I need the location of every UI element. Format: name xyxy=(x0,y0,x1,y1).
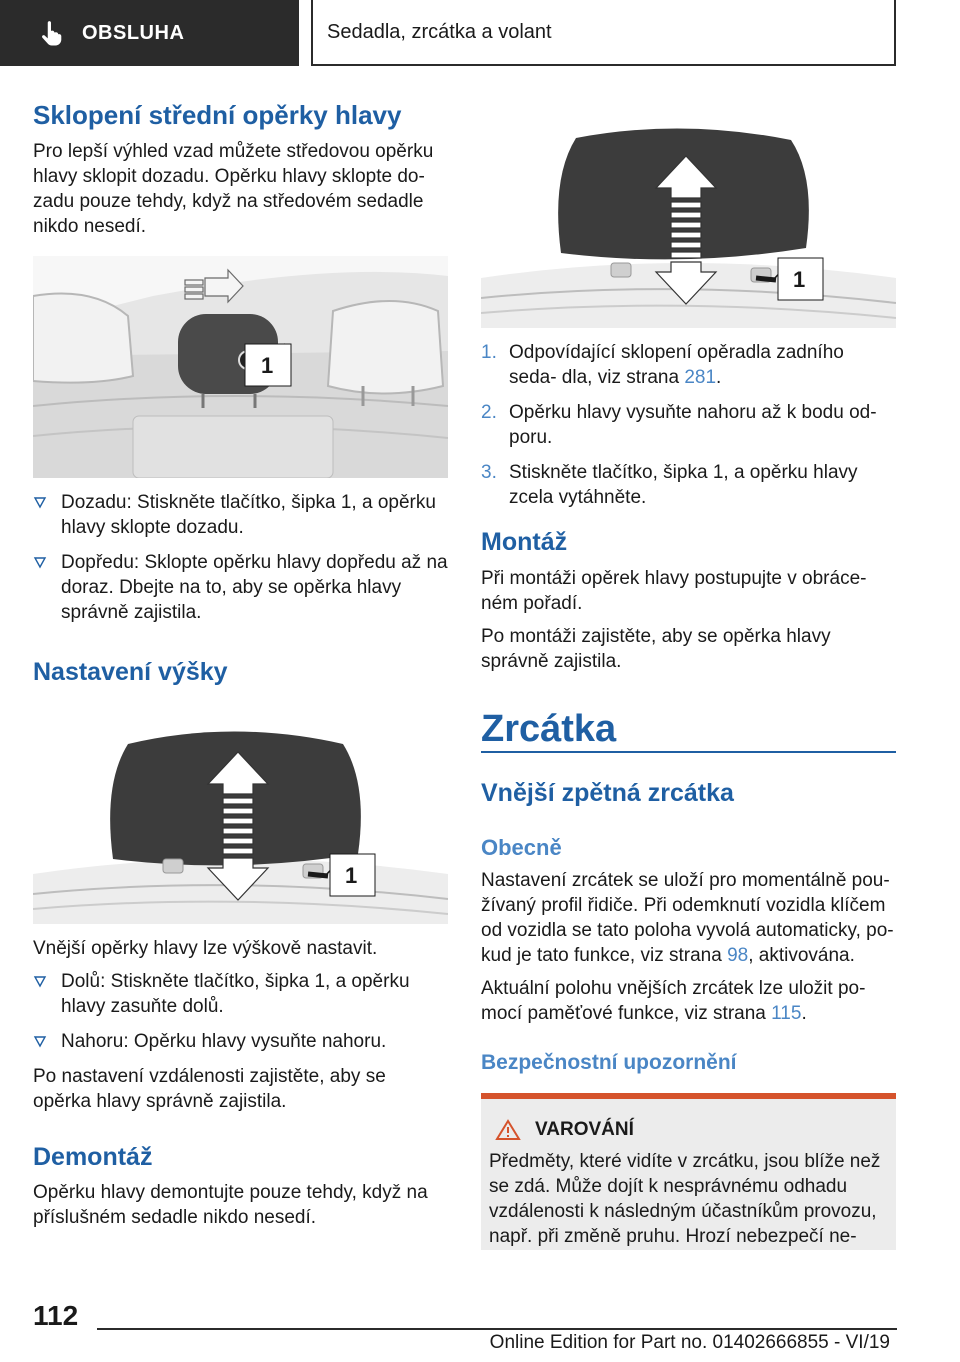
heading-height-adjust: Nastavení výšky xyxy=(33,658,228,686)
figure-headrest-removal xyxy=(481,128,896,328)
list-item xyxy=(33,1029,448,1054)
figure-rear-seats xyxy=(33,256,448,478)
figure-1-callout: 1 xyxy=(261,353,274,378)
paragraph-installation-2: Po montáži zajistěte, aby se opěrka hlavy správně zajistila. xyxy=(481,626,831,672)
step-text: Stiskněte tlačítko, šipka 1, a opěrku hlavy zcela vytáhněte. xyxy=(509,462,858,508)
bullet-text: Dopředu: Sklopte opěrku hlavy dopředu až na doraz. Dbejte na to, aby se opěrka hlavy správně zajistila. xyxy=(61,552,448,623)
step-number: 1. xyxy=(481,342,497,363)
list-item xyxy=(481,460,896,510)
page-link-98[interactable]: 98 xyxy=(727,945,749,966)
installation-text xyxy=(481,566,896,674)
heading-center-headrest: Sklopení střední opěrky hlavy xyxy=(33,100,402,130)
chapter-title: Sedadla, zrcátka a volant xyxy=(311,0,896,66)
heading-rule xyxy=(481,751,896,753)
list-item xyxy=(33,550,448,625)
figure-headrest-height xyxy=(33,724,448,924)
chapter-heading-mirrors: Zrcátka xyxy=(481,708,617,750)
paragraph-general-1 xyxy=(481,868,896,968)
triangle-bullet-icon xyxy=(33,495,47,509)
warning-box xyxy=(481,1093,896,1250)
bullet-text: Dolů: Stiskněte tlačítko, šipka 1, a opěrku hlavy zasuňte dolů. xyxy=(61,971,410,1017)
paragraph-installation-1: Při montáži opěrek hlavy postupujte v obráce‐ ném pořadí. xyxy=(481,568,867,614)
triangle-bullet-icon xyxy=(33,974,47,988)
heading-removal: Demontáž xyxy=(33,1143,153,1171)
step-text: Opěrku hlavy vysuňte nahoru až k bodu od‐ poru. xyxy=(509,402,877,448)
triangle-bullet-icon xyxy=(33,1034,47,1048)
hand-pointer-icon xyxy=(38,20,64,46)
paragraph-height: Vnější opěrky hlavy lze výškově nastavit. xyxy=(33,938,378,959)
page-link-281[interactable]: 281 xyxy=(684,367,717,388)
paragraph-removal: Opěrku hlavy demontujte pouze tehdy, když na příslušném sedadle nikdo nesedí. xyxy=(33,1182,428,1228)
heading-safety: Bezpečnostní upozornění xyxy=(481,1051,737,1074)
right-steps xyxy=(481,340,896,520)
paragraph-center-headrest: Pro lepší výhled vzad můžete středovou opěrku hlavy sklopit dozadu. Opěrku hlavy sklopte do‐ zadu pouze tehdy, když na středovém sedadle nikdo nesedí. xyxy=(33,141,434,237)
list-item xyxy=(33,969,448,1019)
text-run: Nastavení zrcátek se uloží pro momentálně pou‐ žívaný profil řidiče. Při odemknutí vozidla klíčem od vozidla se tato poloha vyvolá automaticky, po‐ kud je tato funkce, viz strana xyxy=(481,870,894,966)
warning-text: Předměty, které vidíte v zrcátku, jsou blíže než se zdá. Může dojít k nesprávnému odhadu vzdálenosti k následným účastníkům provozu, např. při změně pruhu. Hrozí nebezpečí ne‐ xyxy=(489,1151,881,1247)
text-run: , aktivována. xyxy=(748,945,855,966)
left-bullets-1 xyxy=(33,490,448,635)
figure-3-callout: 1 xyxy=(793,267,806,292)
heading-installation: Montáž xyxy=(481,528,568,556)
warning-title: VAROVÁNÍ xyxy=(535,1119,634,1140)
section-tab xyxy=(0,0,299,66)
footer-edition: Online Edition for Part no. 01402666855 - VI/19 xyxy=(489,1332,890,1353)
heading-outside-mirrors: Vnější zpětná zrcátka xyxy=(481,779,734,807)
footer-rule xyxy=(97,1328,897,1330)
step-number: 2. xyxy=(481,402,497,423)
section-label: OBSLUHA xyxy=(82,21,185,44)
text-run: . xyxy=(801,1003,807,1024)
list-item xyxy=(481,400,896,450)
triangle-bullet-icon xyxy=(33,555,47,569)
step-number: 3. xyxy=(481,462,497,483)
warning-triangle-icon xyxy=(495,1119,521,1141)
bullet-text: Dozadu: Stiskněte tlačítko, šipka 1, a opěrku hlavy sklopte dozadu. xyxy=(61,492,436,538)
paragraph-secure: Po nastavení vzdálenosti zajistěte, aby se opěrka hlavy správně zajistila. xyxy=(33,1066,386,1112)
text-run: Aktuální polohu vnějších zrcátek lze uložit po‐ mocí paměťové funkce, viz strana xyxy=(481,978,866,1024)
general-text xyxy=(481,868,896,1026)
step-text-end: . xyxy=(716,367,722,388)
left-height-text xyxy=(33,936,448,1114)
heading-general: Obecně xyxy=(481,835,562,860)
paragraph-general-2 xyxy=(481,976,896,1026)
figure-2-callout: 1 xyxy=(345,863,358,888)
page-link-115[interactable]: 115 xyxy=(771,1003,802,1024)
left-column xyxy=(33,100,448,239)
bullet-text: Nahoru: Opěrku hlavy vysuňte nahoru. xyxy=(61,1031,387,1052)
page-number: 112 xyxy=(33,1300,79,1331)
list-item xyxy=(33,490,448,540)
step-text: Odpovídající sklopení opěradla zadního seda‐ dla, viz strana xyxy=(509,342,844,388)
list-item xyxy=(481,340,896,390)
